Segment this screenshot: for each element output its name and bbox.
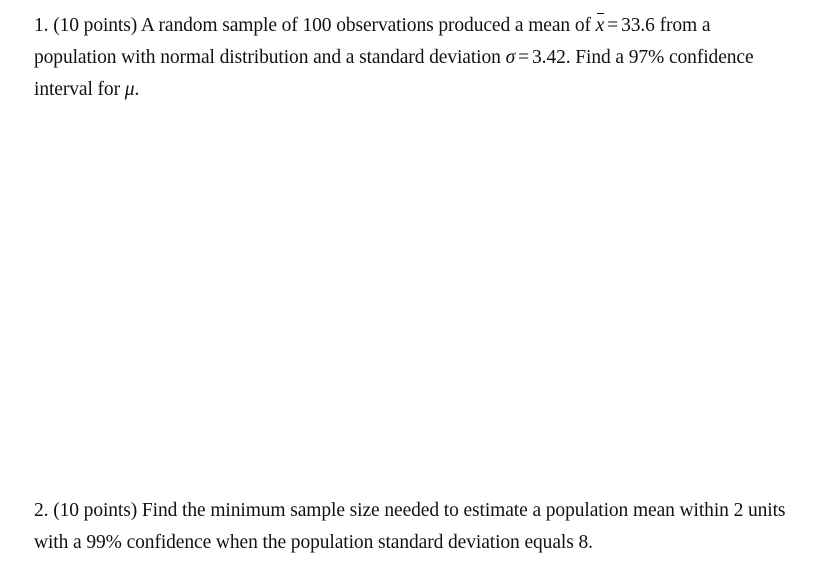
problem-2-line-2: with a 99% confidence when the population standard deviation equals 8. [34, 532, 593, 553]
problem-1 [34, 10, 804, 106]
problem-1-text: population with normal distribution and a standard deviation [34, 47, 506, 68]
equals-sign: = [607, 15, 619, 36]
problem-1-text: 1. (10 points) A random sample of 100 observations produced a mean of [34, 15, 596, 36]
problem-1-sigma-value: 3.42. Find a 97% confidence [532, 47, 754, 68]
problem-1-line-1 [34, 10, 804, 42]
mu-symbol: μ [124, 79, 135, 100]
x-bar-symbol: x [596, 10, 605, 42]
problem-2 [34, 495, 804, 559]
problem-1-text: interval for [34, 79, 125, 100]
problem-2-line-1: 2. (10 points) Find the minimum sample size needed to estimate a population mean within 2 units [34, 500, 786, 521]
problem-1-line-3 [34, 74, 804, 106]
period: . [134, 79, 140, 100]
sigma-symbol: σ [505, 47, 516, 68]
equals-sign: = [518, 47, 530, 68]
problem-1-line-2 [34, 42, 804, 74]
problem-1-mean-value: 33.6 from a [621, 15, 711, 36]
